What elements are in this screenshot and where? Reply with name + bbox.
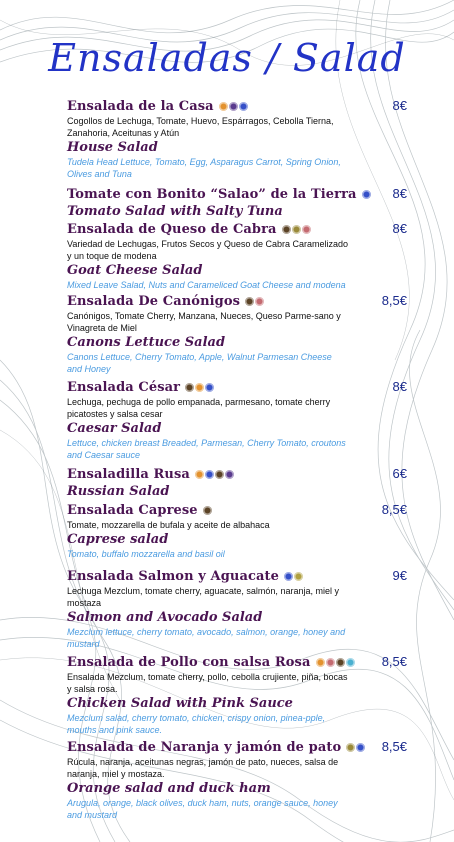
dish-name-english: Caesar Salad xyxy=(67,421,162,436)
dish-name: Ensalada de la Casa xyxy=(67,99,214,114)
allergen-icon xyxy=(284,572,293,581)
dish-name: Ensaladilla Rusa xyxy=(67,467,190,482)
dish-name-english: Caprese salad xyxy=(67,532,169,547)
dish-name-english: Tomato Salad with Salty Tuna xyxy=(67,204,283,219)
allergen-icon xyxy=(239,102,248,111)
menu-item-header xyxy=(67,654,407,671)
allergen-icon xyxy=(326,658,335,667)
dish-description-english: Tudela Head Lettuce, Tomato, Egg, Asparagus Carrot, Spring Onion, Olives and Tuna xyxy=(67,157,341,179)
allergen-icons xyxy=(362,190,371,199)
page-title: Ensaladas / Salad xyxy=(48,36,406,80)
menu-item xyxy=(67,568,407,650)
dish-price: 9€ xyxy=(392,568,407,583)
allergen-icon xyxy=(294,572,303,581)
allergen-icon xyxy=(185,383,194,392)
dish-name-english: Canons Lettuce Salad xyxy=(67,335,226,350)
dish-name-english: Russian Salad xyxy=(67,484,170,499)
menu-item xyxy=(67,502,407,560)
allergen-icon xyxy=(316,658,325,667)
allergen-icon xyxy=(346,743,355,752)
dish-name: Ensalada de Naranja y jamón de pato xyxy=(67,740,342,755)
dish-description: Tomate, mozzarella de bufala y aceite de albahaca xyxy=(67,520,270,530)
allergen-icon xyxy=(229,102,238,111)
menu-item-header xyxy=(67,293,407,310)
menu-item xyxy=(67,221,407,291)
allergen-icons xyxy=(185,383,214,392)
dish-description-english: Arugula, orange, black olives, duck ham, nuts, orange sauce, honey and mustard xyxy=(67,798,338,820)
allergen-icon xyxy=(356,743,365,752)
dish-description: Canónigos, Tomate Cherry, Manzana, Nueces, Queso Parme-sano y Vinagreta de Miel xyxy=(67,311,341,333)
dish-price: 8€ xyxy=(392,98,407,113)
allergen-icon xyxy=(225,470,234,479)
menu-item xyxy=(67,98,407,180)
allergen-icon xyxy=(205,383,214,392)
allergen-icons xyxy=(219,102,248,111)
menu-item xyxy=(67,654,407,736)
allergen-icon xyxy=(203,506,212,515)
menu-item xyxy=(67,739,407,821)
dish-name: Ensalada Caprese xyxy=(67,503,198,518)
allergen-icon xyxy=(205,470,214,479)
allergen-icons xyxy=(346,743,365,752)
dish-price: 8,5€ xyxy=(381,293,407,308)
dish-name-english: Chicken Salad with Pink Sauce xyxy=(67,696,293,711)
allergen-icon xyxy=(195,470,204,479)
menu-item xyxy=(67,293,407,375)
dish-description-english: Tomato, buffalo mozzarella and basil oil xyxy=(67,549,225,559)
dish-description-english: Mezclum salad, cherry tomato, chicken, crispy onion, pinea-pple, mouths and pink sauce. xyxy=(67,713,326,735)
menu-item-header xyxy=(67,568,407,585)
dish-description: Lechuga, pechuga de pollo empanada, parmesano, tomate cherry picatostes y salsa cesar xyxy=(67,397,331,419)
dish-price: 8€ xyxy=(392,186,407,201)
allergen-icon xyxy=(215,470,224,479)
allergen-icon xyxy=(346,658,355,667)
dish-price: 8,5€ xyxy=(381,739,407,754)
allergen-icons xyxy=(282,225,311,234)
menu-item xyxy=(67,466,407,500)
dish-price: 8,5€ xyxy=(381,654,407,669)
menu-item-header xyxy=(67,466,407,483)
dish-description-english: Canons Lettuce, Cherry Tomato, Apple, Walnut Parmesan Cheese and Honey xyxy=(67,352,332,374)
dish-description: Cogollos de Lechuga, Tomate, Huevo, Espárragos, Cebolla Tierna, Zanahoria, Aceitunas y Atún xyxy=(67,116,334,138)
allergen-icons xyxy=(284,572,303,581)
allergen-icons xyxy=(316,658,355,667)
allergen-icon xyxy=(219,102,228,111)
allergen-icons xyxy=(195,470,234,479)
menu-item-header xyxy=(67,98,407,115)
dish-name: Tomate con Bonito “Salao” de la Tierra xyxy=(67,187,357,202)
menu-item-header xyxy=(67,186,407,203)
menu-item-header xyxy=(67,502,407,519)
dish-name: Ensalada de Queso de Cabra xyxy=(67,222,277,237)
dish-description: Lechuga Mezclum, tomate cherry, aguacate, salmón, naranja, miel y mostaza xyxy=(67,586,339,608)
allergen-icon xyxy=(195,383,204,392)
allergen-icon xyxy=(255,297,264,306)
dish-price: 8€ xyxy=(392,379,407,394)
dish-name-english: Salmon and Avocado Salad xyxy=(67,610,263,625)
dish-description-english: Mezclum lettuce, cherry tomato, avocado, salmon, orange, honey and mustard xyxy=(67,627,346,649)
dish-name: Ensalada de Pollo con salsa Rosa xyxy=(67,655,311,670)
allergen-icon xyxy=(302,225,311,234)
allergen-icon xyxy=(336,658,345,667)
allergen-icons xyxy=(245,297,264,306)
allergen-icon xyxy=(362,190,371,199)
dish-name-english: Goat Cheese Salad xyxy=(67,263,203,278)
dish-description: Variedad de Lechugas, Frutos Secos y Queso de Cabra Caramelizado y un toque de modena xyxy=(67,239,348,261)
allergen-icon xyxy=(292,225,301,234)
dish-description: Rúcula, naranja, aceitunas negras, jamón de pato, nueces, salsa de naranja, miel y mostaza. xyxy=(67,757,339,779)
menu-item xyxy=(67,379,407,461)
menu-item-header xyxy=(67,739,407,756)
dish-name: Ensalada César xyxy=(67,380,181,395)
allergen-icons xyxy=(203,506,212,515)
menu-item xyxy=(67,186,407,220)
menu-item-header xyxy=(67,379,407,396)
dish-name: Ensalada De Canónigos xyxy=(67,294,241,309)
allergen-icon xyxy=(245,297,254,306)
allergen-icon xyxy=(282,225,291,234)
dish-price: 6€ xyxy=(392,466,407,481)
dish-name-english: Orange salad and duck ham xyxy=(67,781,271,796)
menu-item-header xyxy=(67,221,407,238)
dish-description: Ensalada Mezclum, tomate cherry, pollo, cebolla crujiente, piña, bocas y salsa rosa. xyxy=(67,672,348,694)
dish-description-english: Lettuce, chicken breast Breaded, Parmesan, Cherry Tomato, croutons and Caesar sauce xyxy=(67,438,346,460)
dish-price: 8,5€ xyxy=(381,502,407,517)
dish-price: 8€ xyxy=(392,221,407,236)
dish-name-english: House Salad xyxy=(67,140,158,155)
dish-description-english: Mixed Leave Salad, Nuts and Carameliced Goat Cheese and modena xyxy=(67,280,346,290)
dish-name: Ensalada Salmon y Aguacate xyxy=(67,569,280,584)
